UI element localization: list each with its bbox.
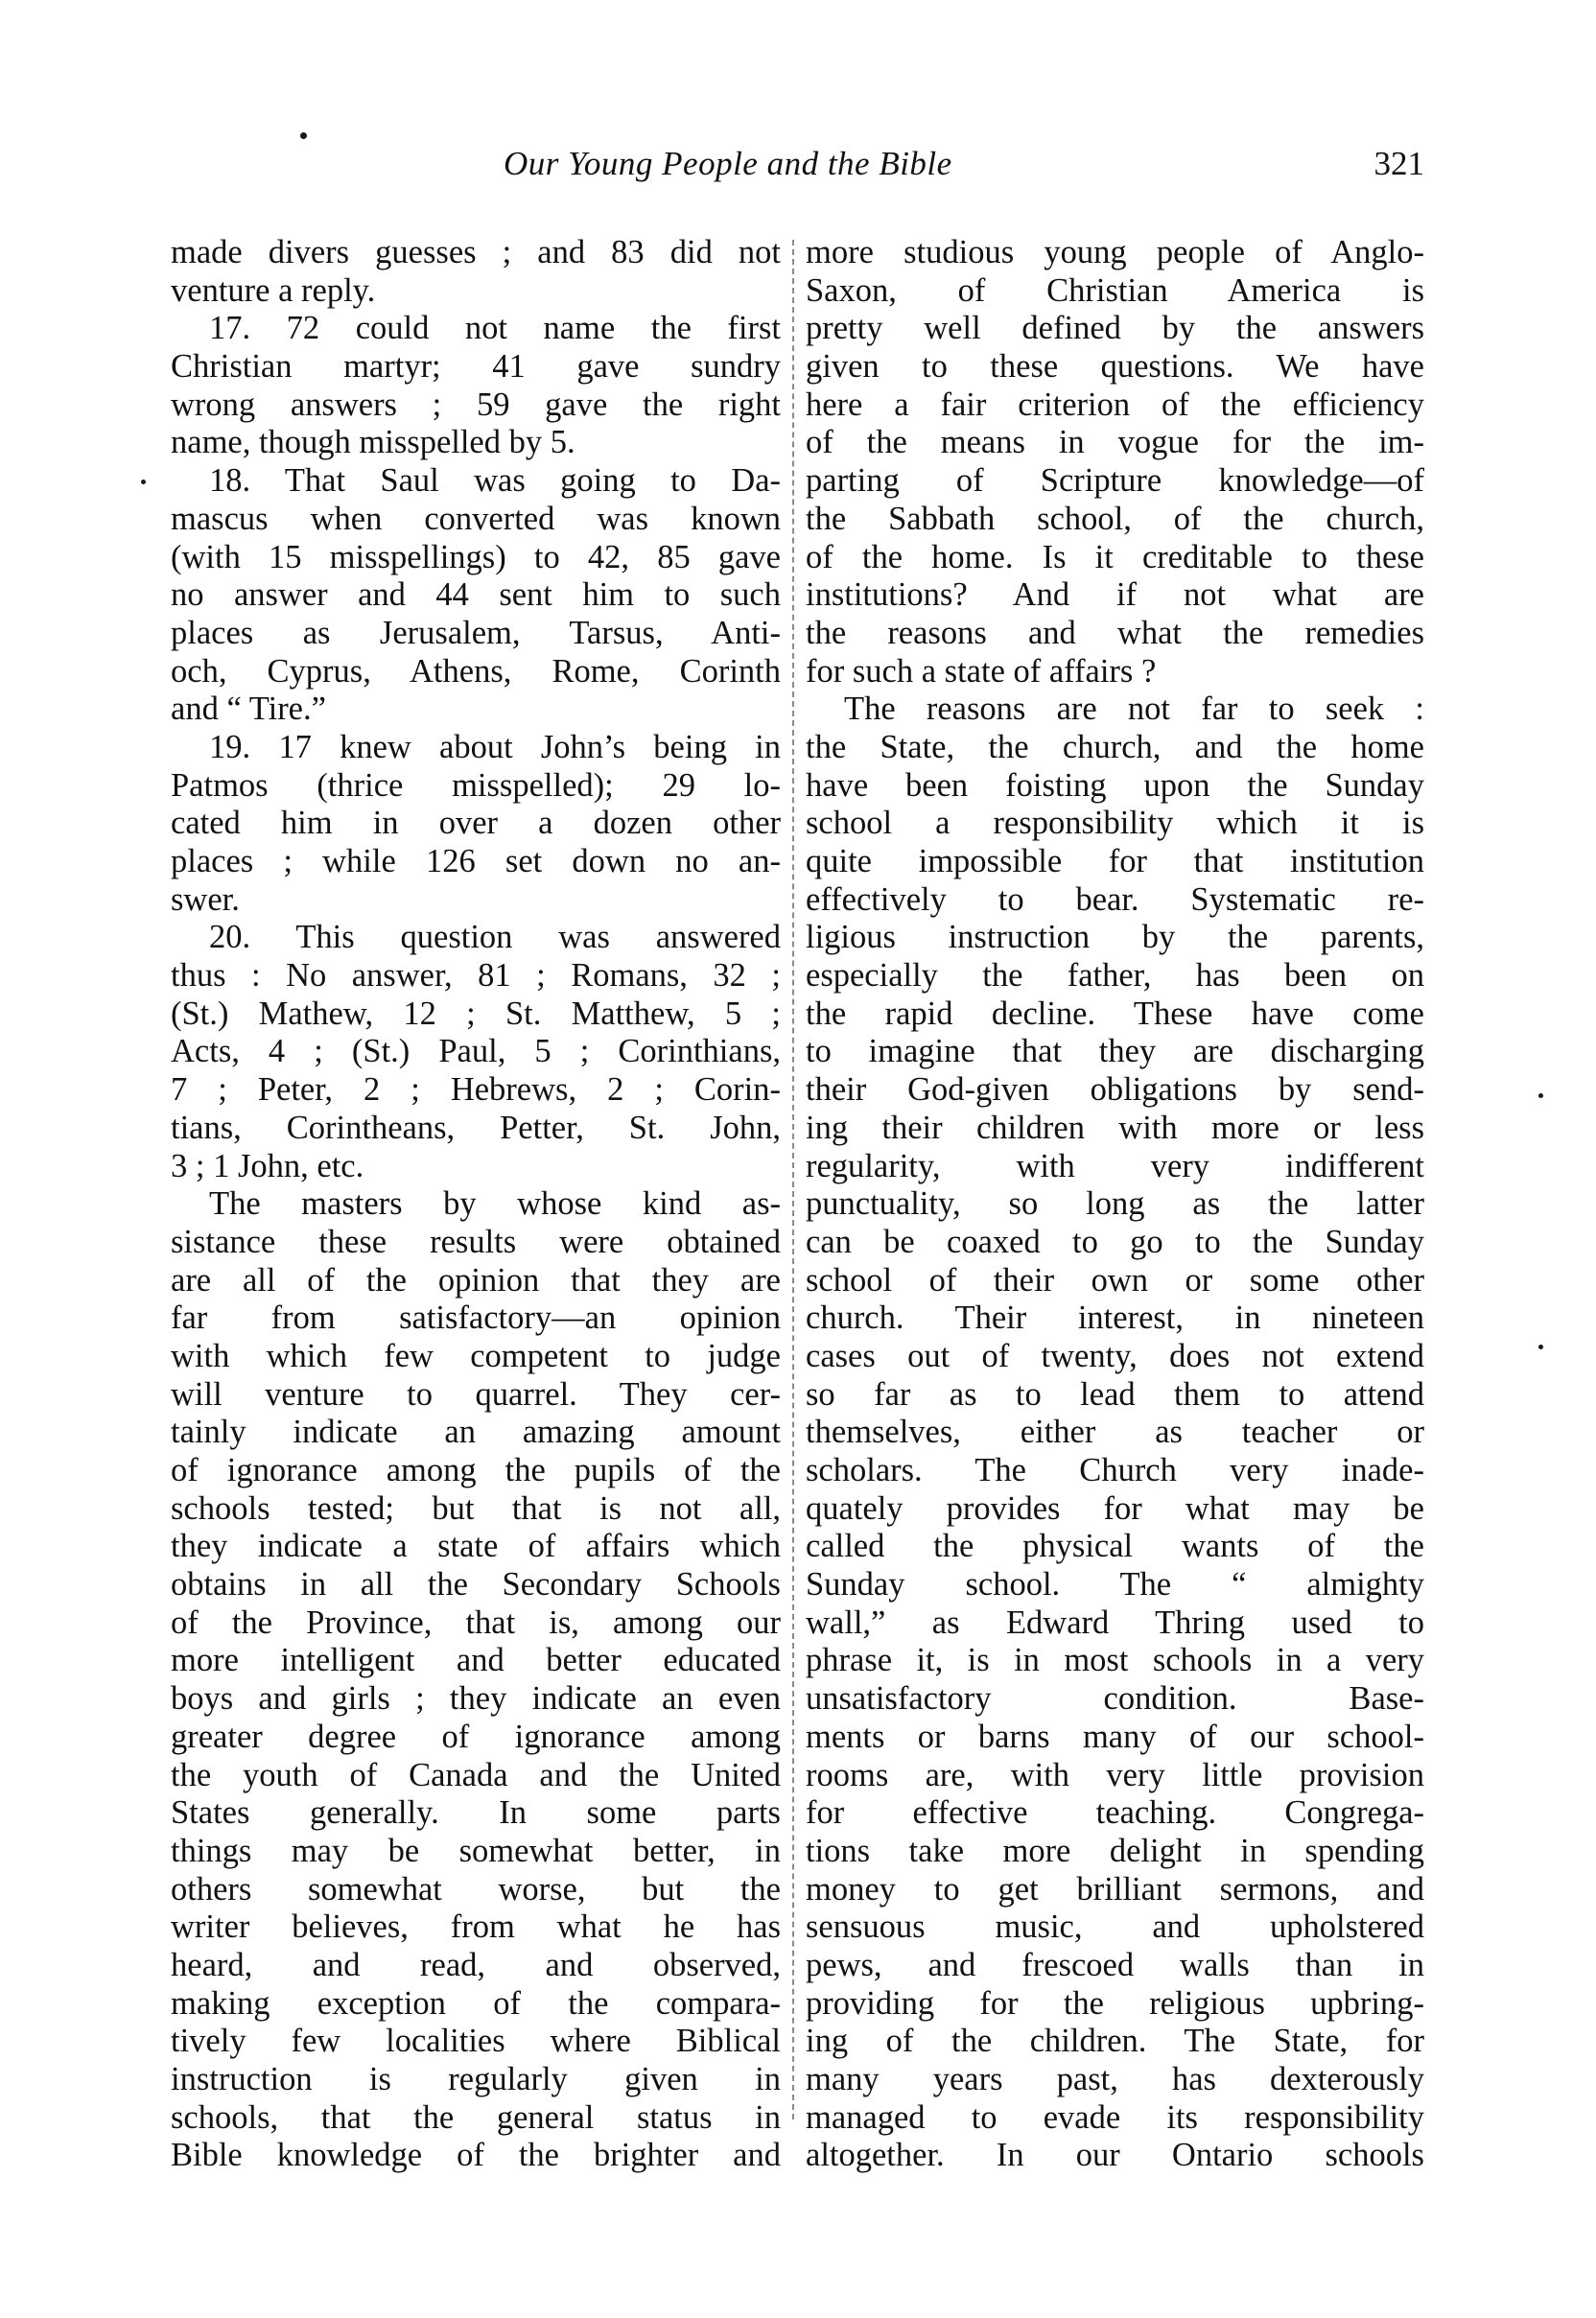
- text-line: ing of the children. The State, for: [806, 2023, 1424, 2060]
- text-line: tions take more delight in spending: [806, 1832, 1424, 1869]
- text-line: for such a state of affairs ?: [806, 652, 1157, 690]
- text-line: mascus when converted was known: [171, 500, 781, 537]
- text-line: making exception of the compara-: [171, 1984, 781, 2022]
- text-line: church. Their interest, in nineteen: [806, 1299, 1424, 1337]
- text-line: have been foisting upon the Sunday: [806, 766, 1424, 804]
- text-line: no answer and 44 sent him to such: [171, 576, 781, 614]
- text-line: pews, and frescoed walls than in: [806, 1946, 1424, 1983]
- text-line: Christian martyr; 41 gave sundry: [171, 348, 781, 386]
- text-line: the youth of Canada and the United: [171, 1756, 781, 1793]
- text-line: the Sabbath school, of the church,: [806, 500, 1424, 537]
- text-line: pretty well defined by the answers: [806, 310, 1424, 347]
- column-divider: [792, 240, 794, 2119]
- text-line: they indicate a state of affairs which: [171, 1528, 781, 1565]
- text-line: school a responsibility which it is: [806, 805, 1424, 842]
- text-line: altogether. In our Ontario schools: [806, 2137, 1424, 2174]
- text-line: providing for the religious upbring-: [806, 1984, 1424, 2022]
- text-line: writer believes, from what he has: [171, 1908, 781, 1946]
- text-line: cated him in over a dozen other: [171, 805, 781, 842]
- text-line: 7 ; Peter, 2 ; Hebrews, 2 ; Corin-: [171, 1071, 781, 1109]
- text-line: Saxon, of Christian America is: [806, 271, 1424, 309]
- text-line: institutions? And if not what are: [806, 576, 1424, 614]
- text-line: rooms are, with very little provision: [806, 1756, 1424, 1793]
- text-line: phrase it, is in most schools in a very: [806, 1642, 1424, 1679]
- text-line: quately provides for what may be: [806, 1489, 1424, 1527]
- text-line: of ignorance among the pupils of the: [171, 1452, 781, 1488]
- text-line: called the physical wants of the: [806, 1528, 1424, 1565]
- text-line: school of their own or some other: [806, 1261, 1424, 1299]
- text-line: Acts, 4 ; (St.) Paul, 5 ; Corinthians,: [171, 1033, 781, 1070]
- text-line: the rapid decline. These have come: [806, 995, 1424, 1032]
- text-line: themselves, either as teacher or: [806, 1414, 1424, 1451]
- text-line: Patmos (thrice misspelled); 29 lo-: [171, 766, 781, 804]
- text-line: obtains in all the Secondary Schools: [171, 1566, 781, 1604]
- text-line: sensuous music, and upholstered: [806, 1908, 1424, 1946]
- text-line: their God-given obligations by send-: [806, 1071, 1424, 1109]
- text-line: places ; while 126 set down no an-: [171, 843, 781, 879]
- text-line: far from satisfactory—an opinion: [171, 1299, 781, 1337]
- text-line: especially the father, has been on: [806, 957, 1424, 995]
- text-line: managed to evade its responsibility: [806, 2098, 1424, 2136]
- text-line: venture a reply.: [171, 271, 376, 309]
- text-line: (St.) Mathew, 12 ; St. Matthew, 5 ;: [171, 995, 781, 1032]
- text-line: regularity, with very indifferent: [806, 1147, 1424, 1184]
- text-line: thus : No answer, 81 ; Romans, 32 ;: [171, 957, 781, 995]
- text-line: heard, and read, and observed,: [171, 1946, 781, 1983]
- text-line: 18. That Saul was going to Da-: [209, 462, 781, 500]
- text-line: Bible knowledge of the brighter and: [171, 2137, 781, 2174]
- text-line: tively few localities where Biblical: [171, 2023, 781, 2060]
- text-line: The reasons are not far to seek :: [844, 691, 1424, 728]
- text-line: parting of Scripture knowledge—of: [806, 462, 1424, 500]
- text-line: can be coaxed to go to the Sunday: [806, 1223, 1424, 1260]
- text-line: cases out of twenty, does not extend: [806, 1337, 1424, 1374]
- text-line: made divers guesses ; and 83 did not: [171, 234, 781, 270]
- text-line: of the means in vogue for the im-: [806, 424, 1424, 461]
- text-line: name, though misspelled by 5.: [171, 424, 575, 461]
- text-line: the reasons and what the remedies: [806, 614, 1424, 651]
- text-line: 19. 17 knew about John’s being in: [209, 728, 781, 765]
- text-line: quite impossible for that institution: [806, 843, 1424, 879]
- text-line: more intelligent and better educated: [171, 1642, 781, 1679]
- text-line: boys and girls ; they indicate an even: [171, 1680, 781, 1718]
- text-line: wall,” as Edward Thring used to: [806, 1604, 1424, 1641]
- text-line: unsatisfactory condition. Base-: [806, 1680, 1424, 1718]
- text-line: schools, that the general status in: [171, 2098, 781, 2136]
- text-line: 3 ; 1 John, etc.: [171, 1147, 364, 1184]
- text-line: scholars. The Church very inade-: [806, 1452, 1424, 1488]
- text-line: 17. 72 could not name the first: [209, 310, 781, 347]
- text-line: wrong answers ; 59 gave the right: [171, 386, 781, 423]
- left-text-column: [171, 234, 781, 2175]
- text-line: things may be somewhat better, in: [171, 1832, 781, 1869]
- text-line: with which few competent to judge: [171, 1337, 781, 1374]
- text-line: to imagine that they are discharging: [806, 1033, 1424, 1070]
- ink-speck: [300, 132, 307, 139]
- text-line: of the home. Is it creditable to these: [806, 538, 1424, 575]
- text-line: so far as to lead them to attend: [806, 1375, 1424, 1413]
- text-line: sistance these results were obtained: [171, 1223, 781, 1260]
- text-line: och, Cyprus, Athens, Rome, Corinth: [171, 652, 781, 690]
- text-line: 20. This question was answered: [209, 919, 781, 956]
- right-text-column: [806, 234, 1424, 2175]
- page-number: 321: [1373, 145, 1424, 182]
- text-line: money to get brilliant sermons, and: [806, 1870, 1424, 1908]
- text-line: tians, Corintheans, Petter, St. John,: [171, 1109, 781, 1146]
- page-header: [168, 142, 1424, 190]
- text-line: tainly indicate an amazing amount: [171, 1414, 781, 1451]
- text-line: many years past, has dexterously: [806, 2061, 1424, 2097]
- running-title: Our Young People and the Bible: [504, 145, 952, 182]
- ink-speck: [141, 480, 146, 484]
- text-line: places as Jerusalem, Tarsus, Anti-: [171, 614, 781, 651]
- text-line: are all of the opinion that they are: [171, 1261, 781, 1299]
- text-line: States generally. In some parts: [171, 1794, 781, 1832]
- text-line: others somewhat worse, but the: [171, 1870, 781, 1908]
- text-line: more studious young people of Anglo-: [806, 234, 1424, 270]
- text-line: will venture to quarrel. They cer-: [171, 1375, 781, 1413]
- text-line: effectively to bear. Systematic re-: [806, 880, 1424, 918]
- text-line: and “ Tire.”: [171, 691, 326, 728]
- ink-speck: [1538, 1345, 1543, 1349]
- ink-speck: [1538, 1093, 1543, 1098]
- text-line: ing their children with more or less: [806, 1109, 1424, 1146]
- text-line: given to these questions. We have: [806, 348, 1424, 386]
- text-line: Sunday school. The “ almighty: [806, 1566, 1424, 1604]
- text-line: ligious instruction by the parents,: [806, 919, 1424, 956]
- text-line: for effective teaching. Congrega-: [806, 1794, 1424, 1832]
- text-line: (with 15 misspellings) to 42, 85 gave: [171, 538, 781, 575]
- text-line: schools tested; but that is not all,: [171, 1489, 781, 1527]
- text-line: The masters by whose kind as-: [209, 1185, 781, 1223]
- text-line: punctuality, so long as the latter: [806, 1185, 1424, 1223]
- text-line: the State, the church, and the home: [806, 728, 1424, 765]
- text-line: of the Province, that is, among our: [171, 1604, 781, 1641]
- text-line: swer.: [171, 880, 240, 918]
- text-line: instruction is regularly given in: [171, 2061, 781, 2097]
- text-line: greater degree of ignorance among: [171, 1718, 781, 1755]
- text-line: here a fair criterion of the efficiency: [806, 386, 1424, 423]
- text-line: ments or barns many of our school-: [806, 1718, 1424, 1755]
